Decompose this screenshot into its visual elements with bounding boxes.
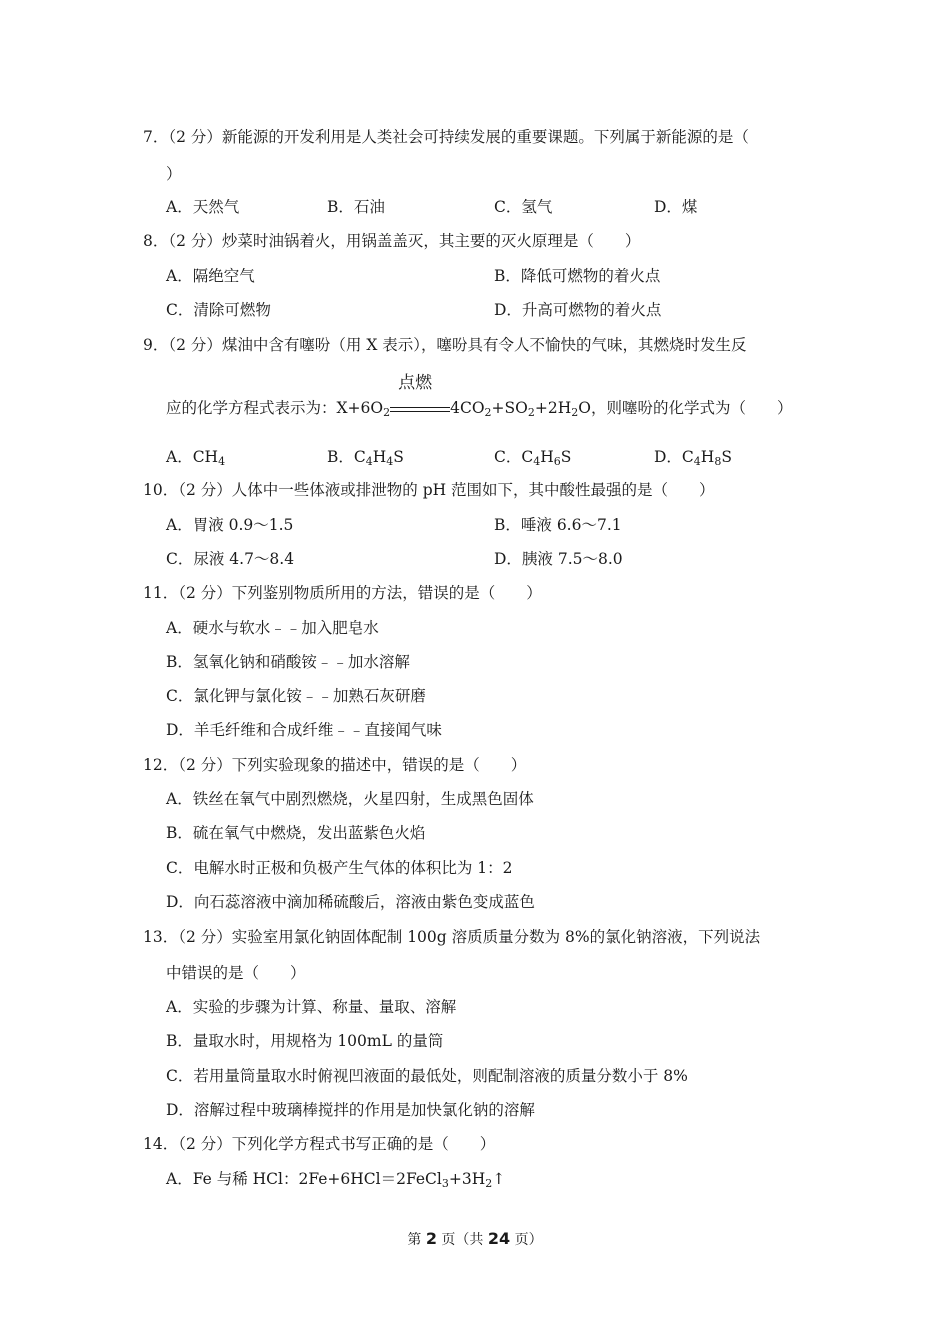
q13-option-a: A．实验的步骤为计算、称量、量取、溶解 xyxy=(166,998,457,1016)
q9-option-c: C．$C_4H_6S$ xyxy=(494,448,572,468)
q9-option-d: D．$C_4H_8S$ xyxy=(654,448,732,468)
q11-option-b: B．氢氧化钠和硝酸铵﹣﹣加水溶解 xyxy=(166,653,410,671)
q7-option-b: B．石油 xyxy=(327,198,385,216)
question-12-stem: 12．（2 分）下列实验现象的描述中，错误的是（ ） xyxy=(143,756,527,774)
footer-text: 第 xyxy=(407,1232,426,1248)
q7-option-d: D．煤 xyxy=(654,198,698,216)
question-13-stem-cont: 中错误的是（ ） xyxy=(166,964,306,982)
q8-option-d: D．升高可燃物的着火点 xyxy=(494,301,662,319)
question-9-stem: 9．（2 分）煤油中含有噻吩（用 X 表示），噻吩具有令人不愉快的气味，其燃烧时发生反 xyxy=(143,336,747,354)
subscript: 2 xyxy=(527,406,535,419)
question-14-stem: 14．（2 分）下列化学方程式书写正确的是（ ） xyxy=(143,1135,496,1153)
total-pages: 24 xyxy=(487,1229,511,1248)
q11-option-a: A．硬水与软水﹣﹣加入肥皂水 xyxy=(166,619,379,637)
equation-reactants: 应的化学方程式表示为：X+6O xyxy=(166,399,384,417)
q7-option-a: A．天然气 xyxy=(166,198,240,216)
equation-tail: O，则噻吩的化学式为（ ） xyxy=(578,399,793,417)
q10-option-a: A．胃液 0.9～1.5 xyxy=(166,516,294,534)
subscript: 2 xyxy=(484,406,492,419)
subscript: 2 xyxy=(383,406,391,419)
q14-option-a: A．Fe 与稀 HCl：$2Fe+6HCl=2FeCl_3+3H_2↑$ xyxy=(166,1170,506,1190)
question-8-stem: 8．（2 分）炒菜时油锅着火，用锅盖盖灭，其主要的灭火原理是（ ） xyxy=(143,232,641,250)
subscript: 2 xyxy=(571,406,579,419)
q12-option-d: D．向石蕊溶液中滴加稀硫酸后，溶液由紫色变成蓝色 xyxy=(166,893,535,911)
question-13-stem: 13．（2 分）实验室用氯化钠固体配制 100g 溶质质量分数为 8%的氯化钠溶液，下列说法 xyxy=(143,928,761,946)
page-footer xyxy=(0,1229,950,1249)
q12-option-b: B．硫在氧气中燃烧，发出蓝紫色火焰 xyxy=(166,824,426,842)
q9-option-a: A．$CH_4$ xyxy=(166,448,226,468)
footer-text: 页） xyxy=(510,1232,543,1248)
question-9-equation xyxy=(166,373,793,419)
question-7-stem: 7．（2 分）新能源的开发利用是人类社会可持续发展的重要课题。下列属于新能源的是（ xyxy=(143,128,749,146)
q11-option-d: D．羊毛纤维和合成纤维﹣﹣直接闻气味 xyxy=(166,721,442,739)
q13-option-b: B．量取水时，用规格为 100mL 的量筒 xyxy=(166,1032,444,1050)
q12-option-a: A．铁丝在氧气中剧烈燃烧，火星四射，生成黑色固体 xyxy=(166,790,534,808)
equation-products: +SO xyxy=(491,399,528,417)
q10-option-c: C．尿液 4.7～8.4 xyxy=(166,550,295,568)
q10-option-d: D．胰液 7.5～8.0 xyxy=(494,550,623,568)
q8-option-c: C．清除可燃物 xyxy=(166,301,271,319)
q10-option-b: B．唾液 6.6～7.1 xyxy=(494,516,622,534)
equation-products: 4CO xyxy=(450,399,485,417)
question-11-stem: 11．（2 分）下列鉴别物质所用的方法，错误的是（ ） xyxy=(143,584,542,602)
reaction-condition: 点燃 xyxy=(398,373,433,393)
q13-option-d: D．溶解过程中玻璃棒搅拌的作用是加快氯化钠的溶解 xyxy=(166,1101,535,1119)
q7-option-c: C．氢气 xyxy=(494,198,553,216)
q11-option-c: C．氯化钾与氯化铵﹣﹣加熟石灰研磨 xyxy=(166,687,426,705)
question-7-stem-cont: ） xyxy=(166,165,182,183)
reaction-condition-arrow xyxy=(390,373,450,419)
question-10-stem: 10．（2 分）人体中一些体液或排泄物的 pH 范围如下，其中酸性最强的是（ ） xyxy=(143,481,715,499)
page-number: 2 xyxy=(425,1229,437,1248)
q8-option-a: A．隔绝空气 xyxy=(166,267,255,285)
q13-option-c: C．若用量筒量取水时俯视凹液面的最低处，则配制溶液的质量分数小于 8% xyxy=(166,1067,688,1085)
q8-option-b: B．降低可燃物的着火点 xyxy=(494,267,661,285)
footer-text: 页（共 xyxy=(436,1232,488,1248)
equation-products: +2H xyxy=(534,399,572,417)
q9-option-b: B．$C_4H_4S$ xyxy=(327,448,404,468)
q12-option-c: C．电解水时正极和负极产生气体的体积比为 1：2 xyxy=(166,859,513,877)
